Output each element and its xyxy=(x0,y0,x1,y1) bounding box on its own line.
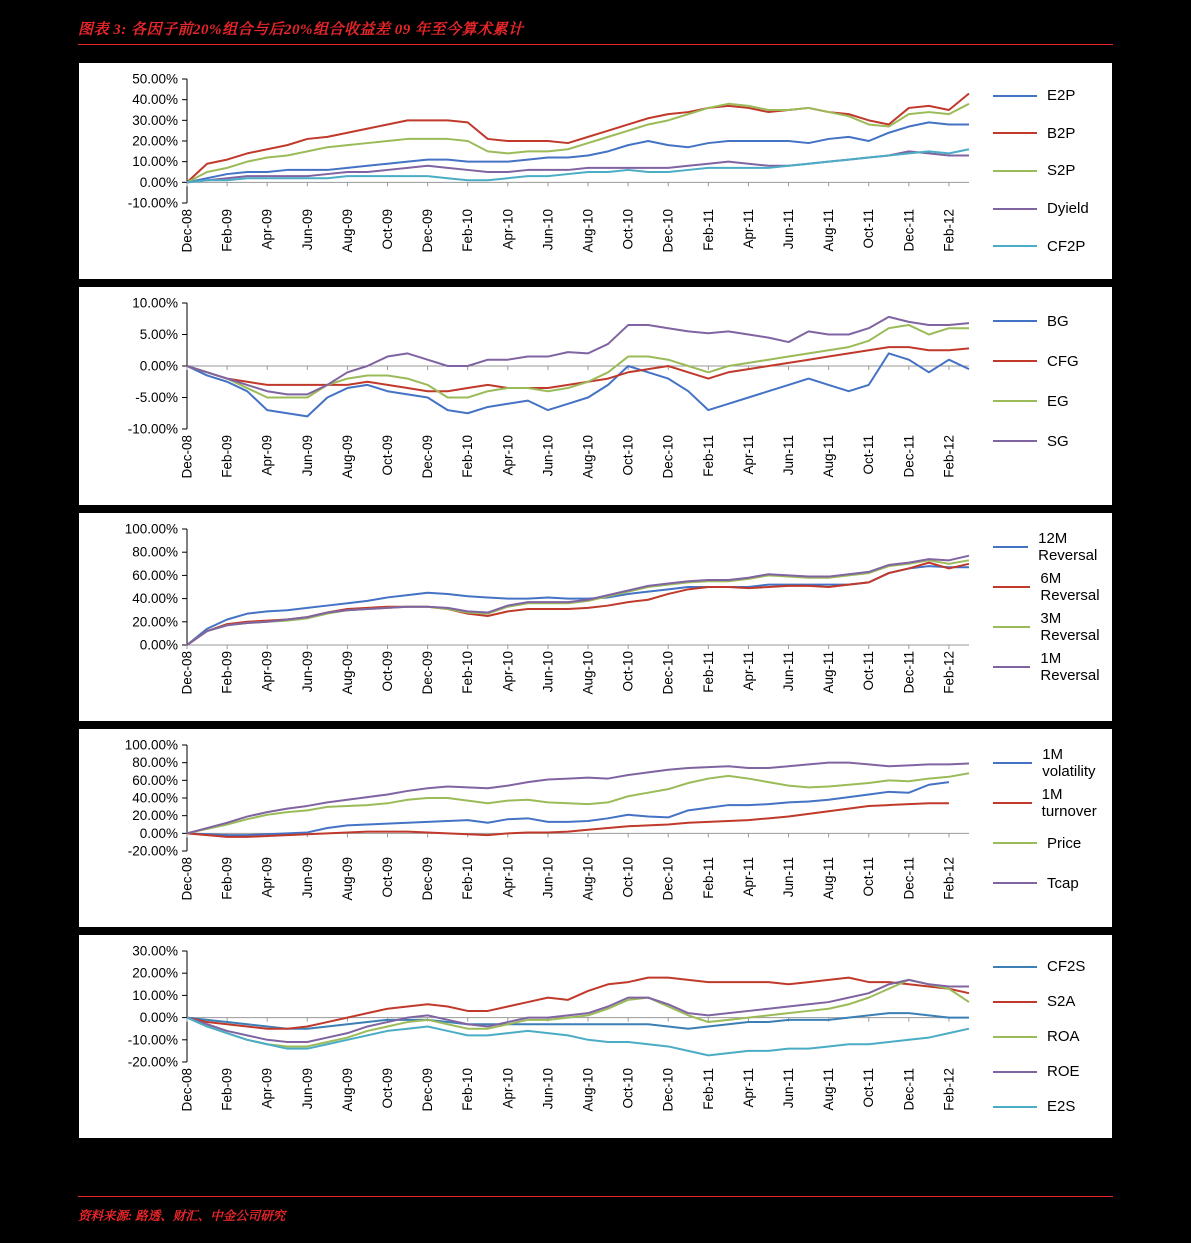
y-axis-tick-label: 0.00% xyxy=(139,358,178,374)
y-axis-tick-label: 10.00% xyxy=(132,295,178,311)
legend-item[interactable] xyxy=(979,190,1112,228)
x-axis-tick-label: Feb-12 xyxy=(941,209,957,252)
x-axis-tick-label: Feb-12 xyxy=(941,435,957,478)
series-line xyxy=(187,773,969,833)
x-axis-tick-label: Dec-08 xyxy=(179,435,195,479)
legend-label: 12M Reversal xyxy=(1038,530,1098,564)
line-chart xyxy=(79,287,979,507)
legend-label: CF2P xyxy=(1047,237,1086,255)
legend-swatch-icon xyxy=(993,320,1037,322)
legend-label: ROE xyxy=(1047,1063,1080,1080)
y-axis-tick-label: -20.00% xyxy=(127,843,178,859)
y-axis-tick-label: -10.00% xyxy=(127,195,178,211)
plot-area xyxy=(79,729,979,927)
x-axis-tick-label: Oct-09 xyxy=(380,209,396,250)
legend-item[interactable] xyxy=(979,1089,1112,1124)
chart-legend xyxy=(979,935,1112,1138)
page-title: 图表 3: 各因子前20%组合与后20%组合收益差 09 年至今算术累计 xyxy=(78,22,524,38)
legend-item[interactable] xyxy=(979,115,1112,153)
legend-item[interactable] xyxy=(979,301,1112,341)
y-axis-tick-label: 5.00% xyxy=(139,327,178,342)
x-axis-tick-label: Dec-08 xyxy=(179,651,195,695)
y-axis-tick-label: 0.00% xyxy=(139,637,178,653)
x-axis-tick-label: Feb-09 xyxy=(219,857,235,900)
x-axis-tick-label: Feb-10 xyxy=(460,435,476,478)
x-axis-tick-label: Apr-10 xyxy=(500,651,516,692)
legend-swatch-icon xyxy=(993,626,1030,628)
x-axis-tick-label: Dec-08 xyxy=(179,1068,195,1112)
legend-label: E2S xyxy=(1047,1098,1076,1115)
legend-swatch-icon xyxy=(993,360,1037,362)
y-axis-tick-label: 10.00% xyxy=(132,154,178,170)
line-chart xyxy=(79,729,979,929)
legend-swatch-icon xyxy=(993,842,1037,844)
legend-label: Price xyxy=(1047,834,1082,852)
y-axis-tick-label: 80.00% xyxy=(132,755,178,771)
x-axis-tick-label: Dec-10 xyxy=(660,651,676,695)
x-axis-tick-label: Feb-10 xyxy=(460,857,476,900)
x-axis-tick-label: Jun-10 xyxy=(540,857,556,899)
y-axis-tick-label: 30.00% xyxy=(132,943,178,959)
legend-swatch-icon xyxy=(993,132,1037,134)
legend-label: ROA xyxy=(1047,1028,1080,1045)
y-axis-tick-label: 50.00% xyxy=(132,71,178,87)
y-axis-tick-label: 20.00% xyxy=(132,133,178,149)
x-axis-tick-label: Feb-11 xyxy=(700,435,716,477)
x-axis-tick-label: Dec-09 xyxy=(420,651,436,695)
legend-label: EG xyxy=(1047,392,1069,410)
y-axis-tick-label: 30.00% xyxy=(132,112,178,128)
legend-item[interactable] xyxy=(979,607,1112,647)
x-axis-tick-label: Aug-11 xyxy=(821,435,837,478)
legend-item[interactable] xyxy=(979,823,1112,863)
legend-label: SG xyxy=(1047,432,1069,450)
x-axis-tick-label: Apr-10 xyxy=(500,1068,516,1109)
x-axis-tick-label: Feb-11 xyxy=(700,1068,716,1110)
legend-label: CFG xyxy=(1047,352,1079,370)
chart-panel xyxy=(78,286,1113,506)
x-axis-tick-label: Feb-09 xyxy=(219,1068,235,1111)
x-axis-tick-label: Feb-12 xyxy=(941,1068,957,1111)
x-axis-tick-label: Oct-10 xyxy=(620,209,636,250)
x-axis-tick-label: Dec-08 xyxy=(179,209,195,253)
y-axis-tick-label: 40.00% xyxy=(132,591,178,607)
x-axis-tick-label: Oct-10 xyxy=(620,1068,636,1109)
legend-label: S2A xyxy=(1047,993,1076,1010)
legend-swatch-icon xyxy=(993,802,1032,804)
x-axis-tick-label: Dec-11 xyxy=(901,857,917,900)
x-axis-tick-label: Feb-11 xyxy=(700,857,716,899)
x-axis-tick-label: Feb-09 xyxy=(219,435,235,478)
x-axis-tick-label: Jun-11 xyxy=(781,1068,797,1109)
x-axis-tick-label: Apr-09 xyxy=(259,209,275,250)
legend-label: 6M Reversal xyxy=(1040,570,1100,604)
legend-item[interactable] xyxy=(979,743,1112,783)
y-axis-tick-label: 60.00% xyxy=(132,772,178,788)
x-axis-tick-label: Feb-12 xyxy=(941,857,957,900)
x-axis-tick-label: Apr-11 xyxy=(740,651,756,691)
series-line xyxy=(187,980,969,1042)
x-axis-tick-label: Aug-09 xyxy=(339,209,355,253)
legend-label: CF2S xyxy=(1047,958,1086,975)
legend-item[interactable] xyxy=(979,863,1112,903)
legend-label: BG xyxy=(1047,312,1069,330)
legend-item[interactable] xyxy=(979,227,1112,265)
x-axis-tick-label: Jun-10 xyxy=(540,435,556,477)
series-line xyxy=(187,325,969,397)
x-axis-tick-label: Oct-09 xyxy=(380,435,396,476)
x-axis-tick-label: Jun-09 xyxy=(299,435,315,477)
legend-item[interactable] xyxy=(979,77,1112,115)
y-axis-tick-label: 20.00% xyxy=(132,965,178,981)
plot-area xyxy=(79,935,979,1138)
x-axis-tick-label: Oct-11 xyxy=(861,1068,877,1108)
x-axis-tick-label: Aug-09 xyxy=(339,435,355,479)
legend-swatch-icon xyxy=(993,762,1032,764)
x-axis-tick-label: Dec-09 xyxy=(420,209,436,253)
legend-item[interactable] xyxy=(979,567,1112,607)
x-axis-tick-label: Aug-10 xyxy=(580,435,596,479)
legend-item[interactable] xyxy=(979,1054,1112,1089)
x-axis-tick-label: Jun-10 xyxy=(540,651,556,693)
y-axis-tick-label: 20.00% xyxy=(132,614,178,630)
y-axis-tick-label: 10.00% xyxy=(132,987,178,1003)
y-axis-tick-label: 80.00% xyxy=(132,544,178,560)
y-axis-tick-label: 40.00% xyxy=(132,790,178,806)
x-axis-tick-label: Apr-09 xyxy=(259,1068,275,1109)
legend-swatch-icon xyxy=(993,546,1028,548)
legend-label: Tcap xyxy=(1047,874,1079,892)
chart-panel xyxy=(78,62,1113,280)
x-axis-tick-label: Jun-11 xyxy=(781,209,797,250)
legend-item[interactable] xyxy=(979,783,1112,823)
x-axis-tick-label: Dec-08 xyxy=(179,857,195,901)
title-divider xyxy=(78,44,1113,45)
x-axis-tick-label: Apr-11 xyxy=(740,209,756,249)
x-axis-tick-label: Dec-11 xyxy=(901,1068,917,1111)
x-axis-tick-label: Dec-09 xyxy=(420,435,436,479)
x-axis-tick-label: Aug-10 xyxy=(580,1068,596,1112)
x-axis-tick-label: Jun-09 xyxy=(299,209,315,251)
x-axis-tick-label: Oct-11 xyxy=(861,209,877,249)
legend-label: 1M Reversal xyxy=(1040,650,1100,684)
x-axis-tick-label: Apr-10 xyxy=(500,857,516,898)
x-axis-tick-label: Apr-09 xyxy=(259,651,275,692)
x-axis-tick-label: Aug-11 xyxy=(821,1068,837,1111)
x-axis-tick-label: Feb-10 xyxy=(460,651,476,694)
legend-swatch-icon xyxy=(993,882,1037,884)
y-axis-tick-label: 100.00% xyxy=(124,521,178,537)
plot-area xyxy=(79,63,979,279)
x-axis-tick-label: Jun-11 xyxy=(781,857,797,898)
legend-swatch-icon xyxy=(993,245,1037,247)
legend-item[interactable] xyxy=(979,1019,1112,1054)
plot-area xyxy=(79,287,979,505)
x-axis-tick-label: Dec-09 xyxy=(420,1068,436,1112)
legend-item[interactable] xyxy=(979,421,1112,461)
x-axis-tick-label: Dec-09 xyxy=(420,857,436,901)
series-line xyxy=(187,149,969,182)
x-axis-tick-label: Apr-09 xyxy=(259,857,275,898)
chart-panel xyxy=(78,512,1113,722)
x-axis-tick-label: Dec-10 xyxy=(660,435,676,479)
x-axis-tick-label: Jun-09 xyxy=(299,857,315,899)
x-axis-tick-label: Feb-12 xyxy=(941,651,957,694)
x-axis-tick-label: Apr-11 xyxy=(740,435,756,475)
legend-item[interactable] xyxy=(979,984,1112,1019)
x-axis-tick-label: Aug-09 xyxy=(339,857,355,901)
x-axis-tick-label: Aug-10 xyxy=(580,651,596,695)
legend-label: Dyield xyxy=(1047,200,1089,218)
x-axis-tick-label: Apr-10 xyxy=(500,435,516,476)
x-axis-tick-label: Oct-09 xyxy=(380,651,396,692)
x-axis-tick-label: Dec-11 xyxy=(901,209,917,252)
x-axis-tick-label: Aug-11 xyxy=(821,651,837,694)
x-axis-tick-label: Oct-09 xyxy=(380,1068,396,1109)
x-axis-tick-label: Feb-09 xyxy=(219,651,235,694)
legend-swatch-icon xyxy=(993,440,1037,442)
chart-panels xyxy=(78,62,1113,1145)
x-axis-tick-label: Feb-11 xyxy=(700,209,716,251)
x-axis-tick-label: Aug-10 xyxy=(580,209,596,253)
plot-area xyxy=(79,513,979,721)
x-axis-tick-label: Aug-10 xyxy=(580,857,596,901)
legend-swatch-icon xyxy=(993,1036,1037,1038)
x-axis-tick-label: Jun-11 xyxy=(781,435,797,476)
legend-swatch-icon xyxy=(993,170,1037,172)
x-axis-tick-label: Oct-11 xyxy=(861,651,877,691)
y-axis-tick-label: -5.00% xyxy=(135,390,178,405)
y-axis-tick-label: 0.00% xyxy=(139,174,178,190)
chart-legend xyxy=(979,63,1112,279)
line-chart xyxy=(79,513,979,723)
x-axis-tick-label: Aug-11 xyxy=(821,857,837,900)
x-axis-tick-label: Jun-10 xyxy=(540,1068,556,1110)
legend-swatch-icon xyxy=(993,666,1030,668)
chart-legend xyxy=(979,287,1112,505)
x-axis-tick-label: Feb-11 xyxy=(700,651,716,693)
legend-swatch-icon xyxy=(993,1106,1037,1108)
source-note: 资料来源: 路透、财汇、中金公司研究 xyxy=(78,1209,286,1223)
series-line xyxy=(187,763,969,834)
x-axis-tick-label: Feb-10 xyxy=(460,209,476,252)
y-axis-tick-label: 0.00% xyxy=(139,1010,178,1026)
legend-swatch-icon xyxy=(993,586,1030,588)
y-axis-tick-label: -20.00% xyxy=(127,1054,178,1070)
legend-swatch-icon xyxy=(993,208,1037,210)
y-axis-tick-label: -10.00% xyxy=(127,421,178,437)
legend-item[interactable] xyxy=(979,647,1112,687)
legend-item[interactable] xyxy=(979,527,1112,567)
x-axis-tick-label: Dec-10 xyxy=(660,209,676,253)
legend-swatch-icon xyxy=(993,1001,1037,1003)
x-axis-tick-label: Dec-11 xyxy=(901,651,917,694)
y-axis-tick-label: 20.00% xyxy=(132,808,178,824)
x-axis-tick-label: Oct-10 xyxy=(620,435,636,476)
chart-panel xyxy=(78,934,1113,1139)
line-chart xyxy=(79,935,979,1140)
y-axis-tick-label: -10.00% xyxy=(127,1032,178,1048)
x-axis-tick-label: Jun-09 xyxy=(299,1068,315,1110)
legend-item[interactable] xyxy=(979,152,1112,190)
legend-label: 1M turnover xyxy=(1041,786,1097,820)
y-axis-tick-label: 100.00% xyxy=(124,737,178,753)
legend-item[interactable] xyxy=(979,381,1112,421)
chart-panel xyxy=(78,728,1113,928)
legend-label: S2P xyxy=(1047,162,1076,180)
chart-legend xyxy=(979,729,1112,927)
y-axis-tick-label: 60.00% xyxy=(132,567,178,583)
x-axis-tick-label: Oct-11 xyxy=(861,857,877,897)
x-axis-tick-label: Apr-10 xyxy=(500,209,516,250)
x-axis-tick-label: Oct-09 xyxy=(380,857,396,898)
line-chart xyxy=(79,63,979,281)
y-axis-tick-label: 40.00% xyxy=(132,92,178,108)
legend-swatch-icon xyxy=(993,400,1037,402)
legend-label: 3M Reversal xyxy=(1040,610,1100,644)
x-axis-tick-label: Feb-09 xyxy=(219,209,235,252)
x-axis-tick-label: Jun-10 xyxy=(540,209,556,251)
y-axis-tick-label: 0.00% xyxy=(139,825,178,841)
x-axis-tick-label: Dec-10 xyxy=(660,1068,676,1112)
legend-swatch-icon xyxy=(993,95,1037,97)
series-line xyxy=(187,566,969,645)
x-axis-tick-label: Aug-09 xyxy=(339,1068,355,1112)
x-axis-tick-label: Aug-11 xyxy=(821,209,837,252)
x-axis-tick-label: Aug-09 xyxy=(339,651,355,695)
x-axis-tick-label: Dec-11 xyxy=(901,435,917,478)
x-axis-tick-label: Oct-10 xyxy=(620,857,636,898)
x-axis-tick-label: Jun-11 xyxy=(781,651,797,692)
legend-swatch-icon xyxy=(993,1071,1037,1073)
legend-label: 1M volatility xyxy=(1042,746,1096,780)
x-axis-tick-label: Oct-11 xyxy=(861,435,877,475)
legend-item[interactable] xyxy=(979,341,1112,381)
x-axis-tick-label: Apr-09 xyxy=(259,435,275,476)
legend-label: E2P xyxy=(1047,87,1076,105)
footer-divider xyxy=(78,1196,1113,1197)
x-axis-tick-label: Dec-10 xyxy=(660,857,676,901)
legend-swatch-icon xyxy=(993,966,1037,968)
series-line xyxy=(187,980,969,1047)
x-axis-tick-label: Oct-10 xyxy=(620,651,636,692)
legend-item[interactable] xyxy=(979,949,1112,984)
x-axis-tick-label: Apr-11 xyxy=(740,857,756,897)
x-axis-tick-label: Apr-11 xyxy=(740,1068,756,1108)
series-line xyxy=(187,782,949,835)
series-line xyxy=(187,556,969,645)
x-axis-tick-label: Jun-09 xyxy=(299,651,315,693)
chart-title-bar xyxy=(78,18,1113,45)
x-axis-tick-label: Feb-10 xyxy=(460,1068,476,1111)
chart-legend xyxy=(979,513,1112,721)
legend-label: B2P xyxy=(1047,124,1076,142)
